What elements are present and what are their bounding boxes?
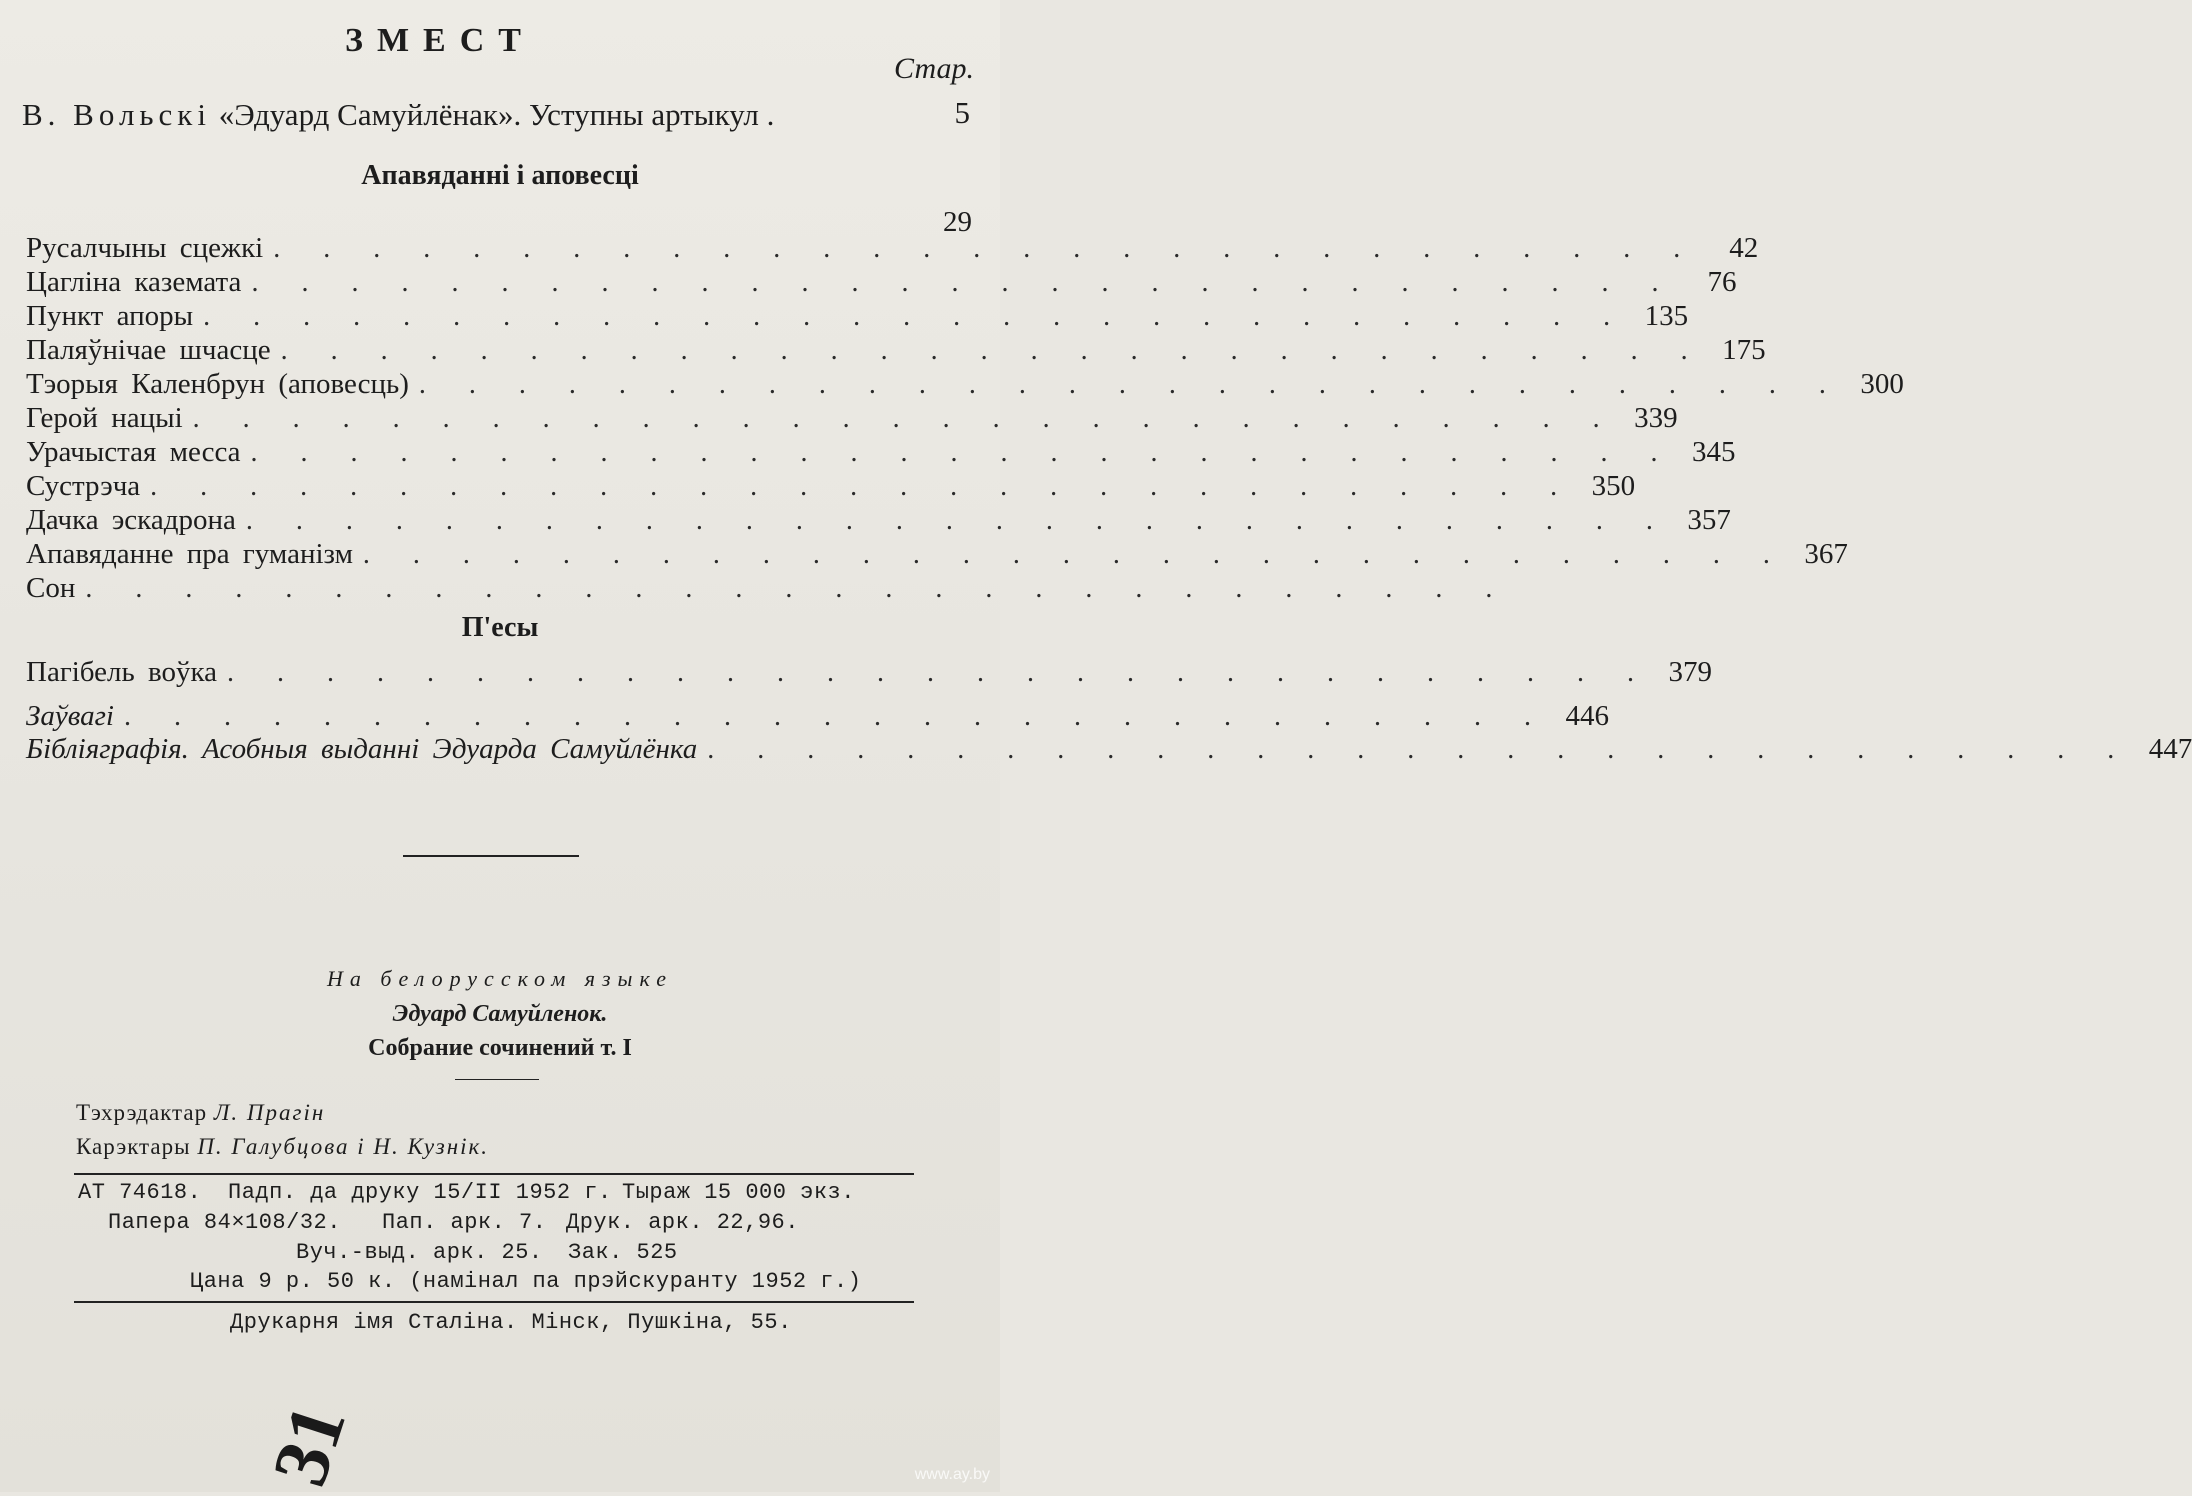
toc-entry-page: 447: [2148, 733, 2192, 765]
toc-entry-page: 42: [1729, 232, 1759, 264]
leader-dots: . . . . . . . . . . . . . . . . . . . . . . . . . . . . .: [85, 573, 1511, 604]
toc-entry-page: 350: [1591, 470, 1636, 502]
tech-editor-line: [76, 1100, 325, 1126]
toc-entry: [26, 538, 1848, 572]
imprint-language: На белорусском языке: [327, 966, 673, 991]
preface-page: 5: [954, 95, 970, 130]
toc-entry-page: 135: [1644, 300, 1689, 332]
toc-entry: [26, 656, 1712, 690]
leader-dots: . . . . . . . . . . . . . . . . . . . . . . . . . . . . .: [192, 403, 1618, 434]
toc-entry-page: 339: [1634, 402, 1678, 434]
toc-entry: [26, 504, 1731, 538]
leader-dots: . . . . . . . . . . . . . . . . . . . . . . . . . . . . .: [707, 734, 2133, 765]
print-run: Тыраж 15 000 экз.: [622, 1180, 855, 1205]
toc-entry: [26, 368, 1904, 402]
toc-entry-title: Пункт апоры: [26, 300, 194, 332]
section-heading-stories: Апавяданні і аповесці: [361, 160, 639, 191]
toc-entry-title: Паляўнічае шчасце: [26, 334, 271, 366]
leader-dots: . . . . . . . . . . . . . . . . . . . . . . . . . . . . .: [418, 369, 1844, 400]
preface-entry: В. Вольскі «Эдуард Самуйлёнак». Уступны артыкул .: [22, 97, 785, 132]
toc-entry-page: 76: [1707, 266, 1737, 298]
toc-entry-title: Русалчыны сцежкі: [26, 232, 264, 264]
imprint-bottom-rule: [74, 1301, 914, 1303]
toc-entry-title: Апавяданне пра гуманізм: [26, 538, 353, 570]
toc-entry-title: Заўвагі: [26, 700, 114, 732]
printer-line: Друкарня імя Сталіна. Мінск, Пушкіна, 55.: [230, 1310, 792, 1335]
toc-entry: [26, 232, 1759, 266]
toc-entry: [26, 436, 1736, 470]
page-column-label: Стар.: [894, 52, 974, 85]
leader-dots: . . . . . . . . . . . . . . . . . . . . . . . . . . . . .: [250, 437, 1676, 468]
paper-format: Папера 84×108/32.: [108, 1210, 341, 1235]
leader-dots: . . . . . . . . . . . . . . . . . . . . . . . . . . . . .: [362, 539, 1788, 570]
toc-entry-page: 379: [1668, 656, 1712, 688]
proofreaders-label: Карэктары: [76, 1134, 191, 1159]
toc-entry: [26, 402, 1678, 436]
price-line: Цана 9 р. 50 к. (намінал па прэйскуранту 1952 г.): [190, 1269, 862, 1294]
toc-entry: [26, 733, 2192, 767]
divider-rule: [403, 855, 579, 857]
toc-entry-page: 367: [1804, 538, 1848, 570]
print-sheets: Друк. арк. 22,96.: [566, 1210, 799, 1235]
preface-author: В. Вольскі: [22, 97, 211, 132]
toc-entry-page: 300: [1860, 368, 1904, 400]
toc-entry-title: Урачыстая месса: [26, 436, 241, 468]
tech-editor-name: Л. Прагін: [213, 1100, 326, 1125]
handwritten-number: 31: [255, 1394, 362, 1496]
toc-title: ЗМЕСТ: [345, 22, 535, 59]
leader-dots: . . . . . . . . . . . . . . . . . . . . . . . . . . . . .: [150, 471, 1576, 502]
toc-entry-page: 446: [1565, 700, 1609, 732]
imprint-work: Собрание сочинений т. I: [368, 1035, 632, 1061]
site-watermark: www.ay.by: [914, 1466, 990, 1483]
order-number: Зак. 525: [568, 1240, 678, 1265]
toc-entry: [26, 700, 1609, 734]
toc-entry-title: Сустрэча: [26, 470, 141, 502]
short-rule: [455, 1079, 539, 1080]
leader-dots: . . . . . . . . . . . . . . . . . . . . . . . . . . . . .: [245, 505, 1671, 536]
paper-sheets: Пап. арк. 7.: [382, 1210, 547, 1235]
preface-work: «Эдуард Самуйлёнак». Уступны артыкул: [218, 97, 759, 132]
toc-entry-page: 345: [1692, 436, 1736, 468]
publisher-sheets: Вуч.-выд. арк. 25.: [296, 1240, 543, 1265]
leader-dots: . . . . . . . . . . . . . . . . . . . . . . . . . . . . .: [273, 233, 1699, 264]
proofreaders-names: П. Галубцова і Н. Кузнік.: [197, 1134, 490, 1159]
imprint-author: Эдуард Самуйленок.: [392, 1001, 608, 1027]
leader-dots: . . . . . . . . . . . . . . . . . . . . . . . . . . . . .: [226, 657, 1652, 688]
toc-entry-title: Тэорыя Каленбрун (аповесць): [26, 368, 409, 400]
toc-entry-page: 175: [1722, 334, 1766, 366]
toc-entry: [26, 572, 1511, 606]
toc-entry-title: Цагліна каземата: [26, 266, 242, 298]
print-code: АТ 74618.: [78, 1180, 202, 1205]
leader-dots: . . . . . . . . . . . . . . . . . . . . . . . . . . . . .: [251, 267, 1677, 298]
toc-entry-title: Пагібель воўка: [26, 656, 217, 688]
toc-entry: [26, 300, 1689, 334]
toc-entry-title: Бібліяграфія. Асобныя выданні Эдуарда Самуйлёнка: [26, 733, 698, 765]
imprint-top-rule: [74, 1173, 914, 1175]
toc-entry: [26, 266, 1737, 300]
leader-dots: . . . . . . . . . . . . . . . . . . . . . . . . . . . . .: [124, 701, 1549, 732]
toc-entry-title: Герой нацыі: [26, 402, 183, 434]
toc-entry-page: 357: [1687, 504, 1731, 536]
toc-entry: [26, 334, 1766, 368]
tech-editor-label: Тэхрэдактар: [76, 1100, 208, 1125]
toc-entry-title: Дачка эскадрона: [26, 504, 236, 536]
toc-entry-title: Сон: [26, 572, 76, 604]
leader-dots: . . . . . . . . . . . . . . . . . . . . . . . . . . . . .: [203, 301, 1629, 332]
lone-page-number: 29: [943, 206, 972, 238]
proofreaders-line: [76, 1134, 489, 1160]
toc-entry: [26, 470, 1636, 504]
print-signed: Падп. да друку 15/II 1952 г.: [228, 1180, 612, 1205]
section-heading-plays: П'есы: [461, 612, 539, 643]
leader-dots: . . . . . . . . . . . . . . . . . . . . . . . . . . . . .: [280, 335, 1706, 366]
